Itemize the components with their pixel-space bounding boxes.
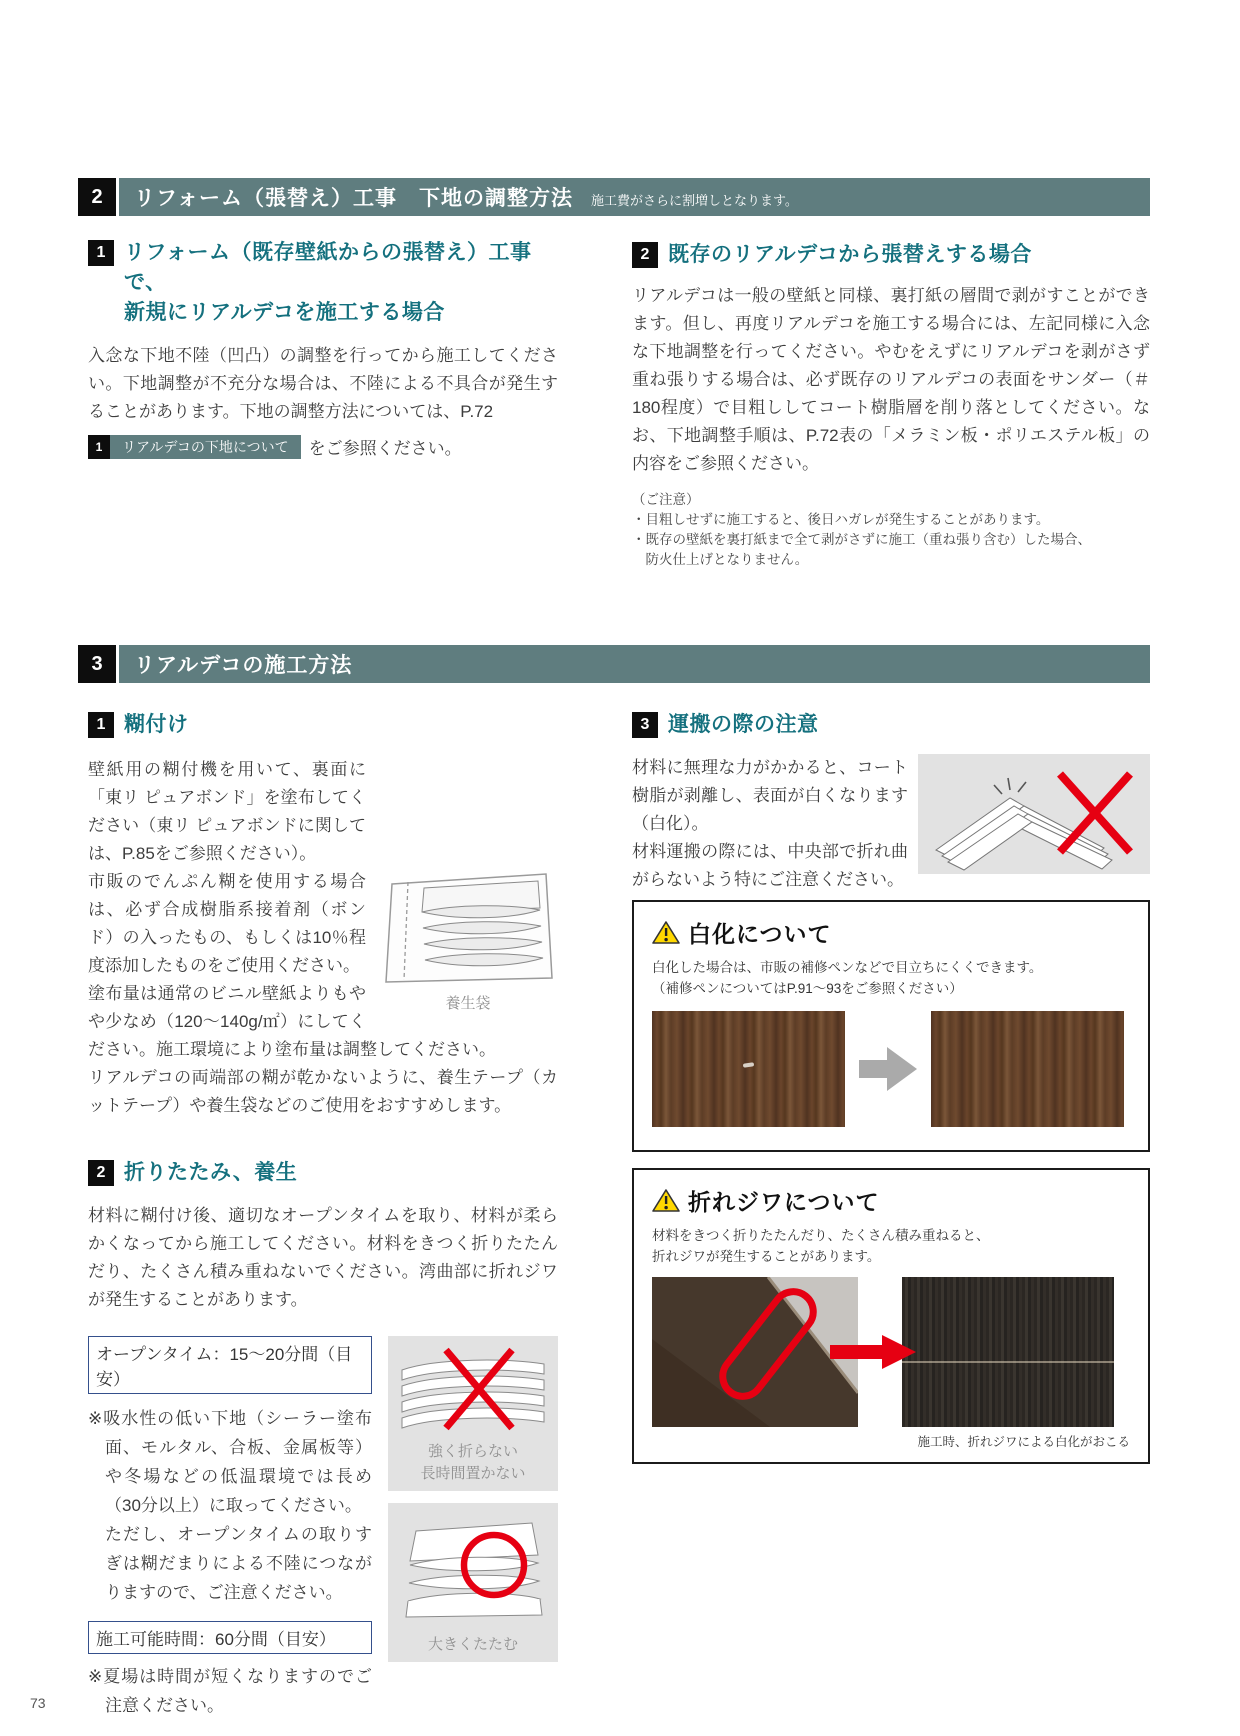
reform-new-title-line2: 新規にリアルデコを施工する場合 xyxy=(124,301,445,324)
reform-new-number: 1 xyxy=(88,240,114,266)
crease-caption: 施工時、折れジワによる白化がおこる xyxy=(917,1435,1130,1449)
glue-paragraph-3: 塗布量は通常のビニル壁紙よりもやや少なめ（120～140g/㎡）にしてください。施工環境により塗布量は調整してください。 xyxy=(88,984,496,1059)
crease-title: 折れジワについて xyxy=(688,1189,880,1215)
section-glue xyxy=(88,710,558,1120)
transport-text xyxy=(632,754,908,894)
no-fold-figure xyxy=(388,1336,558,1491)
open-time-box: オープンタイム：15～20分間（目安） xyxy=(88,1336,372,1394)
fold-number: 2 xyxy=(88,1160,114,1186)
fold-text-column xyxy=(88,1336,372,1720)
protection-bag-illustration xyxy=(378,868,558,988)
note-line: ・既存の壁紙を裏打紙まで全て剥がさずに施工（重ね張り含む）した場合、 xyxy=(632,532,1091,547)
tightly-folded-x-illustration xyxy=(394,1344,552,1436)
big-fold-figure xyxy=(388,1503,558,1662)
red-arrow-icon xyxy=(830,1335,916,1369)
glue-body xyxy=(88,756,558,1120)
note-line: 防火仕上げとなりません。 xyxy=(632,552,809,567)
transport-body-2: 材料運搬の際には、中央部で折れ曲がらないよう特にご注意ください。 xyxy=(632,842,908,889)
crease-text xyxy=(652,1225,1130,1267)
fold-title: 折りたたみ、養生 xyxy=(124,1161,298,1184)
fold-note-2: ※夏場は時間が短くなりますのでご注意ください。 xyxy=(88,1667,372,1715)
no-fold-caption-2: 長時間置かない xyxy=(420,1465,526,1482)
section-transport xyxy=(632,710,1150,894)
reform-exist-number: 2 xyxy=(632,242,658,268)
glue-number: 1 xyxy=(88,712,114,738)
glue-paragraph-4: リアルデコの両端部の糊が乾かないように、養生テープ（カットテープ）や養生袋などのご使用をおすすめします。 xyxy=(88,1068,558,1115)
whitening-line-1: 白化した場合は、市販の補修ペンなどで目立ちにくくできます。 xyxy=(652,960,1043,975)
fold-heading xyxy=(88,1158,558,1188)
bent-stack-x-illustration xyxy=(918,754,1150,874)
warning-triangle-icon xyxy=(652,920,680,945)
note-line: ・目粗しせずに施工すると、後日ハガレが発生することがあります。 xyxy=(632,512,1050,527)
fold-detail-row xyxy=(88,1336,558,1720)
reform-new-title xyxy=(124,238,558,328)
reform-new-heading xyxy=(88,238,558,328)
band-install-bar xyxy=(119,645,1150,683)
big-fold-caption: 大きくたたむ xyxy=(427,1636,518,1653)
transport-heading xyxy=(632,710,1150,740)
band-reform-number: 2 xyxy=(78,178,116,216)
reform-exist-heading xyxy=(632,240,1150,270)
whitening-warning-box xyxy=(632,900,1150,1152)
fold-note-1: ※吸水性の低い下地（シーラー塗布面、モルタル、合板、金属板等）や冬場などの低温環境では長め（30分以上）に取ってください。 xyxy=(88,1409,372,1515)
wood-sample-before xyxy=(652,1011,845,1127)
crease-line-1: 材料をきつく折りたたんだり、たくさん積み重ねると、 xyxy=(652,1228,990,1243)
fold-body: 材料に糊付け後、適切なオープンタイムを取り、材料が柔らかくなってから施工してください。材料をきつく折りたたんだり、たくさん積み重ねないでください。湾曲部に折れジワが発生することがあります。 xyxy=(88,1206,558,1309)
reform-new-ref-suffix: をご参照ください。 xyxy=(308,439,462,458)
crease-images-row xyxy=(652,1277,1130,1427)
reform-new-body: 入念な下地不陸（凹凸）の調整を行ってから施工してください。下地調整が不充分な場合は、不陸による不具合が発生することがあります。下地の調整方法については、P.72 xyxy=(88,346,558,421)
no-fold-caption-1: 強く折らない xyxy=(427,1443,518,1460)
transport-body-1: 材料に無理な力がかかると、コート樹脂が剥離し、表面が白くなります（白化）。 xyxy=(632,758,908,833)
whitening-text xyxy=(652,957,1130,999)
work-time-box: 施工可能時間：60分間（目安） xyxy=(88,1621,372,1654)
page-number: 73 xyxy=(30,1695,46,1711)
crease-warning-box xyxy=(632,1168,1150,1464)
fold-figures-column xyxy=(388,1336,558,1720)
section-reform-exist xyxy=(632,240,1150,570)
protection-bag-figure xyxy=(378,868,558,1015)
reform-new-title-line1: リフォーム（既存壁紙からの張替え）工事で、 xyxy=(124,241,532,294)
band-install-title: リアルデコの施工方法 xyxy=(134,654,353,677)
whitening-images-row xyxy=(652,1011,1130,1127)
reform-new-ref-number: 1 xyxy=(88,435,110,459)
bent-stack-figure xyxy=(918,754,1150,874)
transport-row xyxy=(632,754,1150,894)
folded-material-photo xyxy=(652,1277,858,1427)
loosely-folded-ok-illustration xyxy=(394,1513,552,1629)
glue-paragraph-2: 市販のでんぷん糊を使用する場合は、必ず合成樹脂系接着剤（ボンド）の入ったもの、もしくは10％程度添加したものをご使用ください。 xyxy=(88,872,366,975)
transport-title: 運搬の際の注意 xyxy=(668,713,819,736)
warning-triangle-icon xyxy=(652,1188,680,1213)
reform-exist-title: 既存のリアルデコから張替えする場合 xyxy=(668,243,1032,266)
fold-note-1b: ただし、オープンタイムの取りすぎは糊だまりによる不陸につながりますので、ご注意ください。 xyxy=(105,1525,372,1602)
reform-new-ref-chip: リアルデコの下地について xyxy=(110,435,301,459)
crease-heading xyxy=(652,1184,1130,1217)
glue-heading xyxy=(88,710,558,740)
band-reform xyxy=(78,178,1150,216)
band-reform-title: リフォーム（張替え）工事 下地の調整方法 xyxy=(134,187,573,210)
creased-wood-photo xyxy=(902,1277,1114,1427)
band-reform-bar xyxy=(119,178,1150,216)
protection-bag-caption: 養生袋 xyxy=(445,995,491,1012)
reform-exist-notes xyxy=(632,490,1150,570)
band-reform-note: 施工費がさらに割増しとなります。 xyxy=(590,192,798,208)
gray-right-arrow-icon xyxy=(859,1047,917,1091)
whitening-line-2: （補修ペンについてはP.91～93をご参照ください） xyxy=(652,981,963,996)
glue-title: 糊付け xyxy=(124,713,189,736)
crease-line-2: 折れジワが発生することがあります。 xyxy=(652,1249,881,1264)
reform-exist-body: リアルデコは一般の壁紙と同様、裏打紙の層間で剥がすことができます。但し、再度リアルデコを施工する場合には、左記同様に入念な下地調整を行ってください。やむをえずにリアルデコを剥がさず重ね張りする場合は、必ず既存のリアルデコの表面をサンダー（＃180程度）で目粗ししてコート樹脂層を削り落としてください。なお、下地調整手順は、P.72表の「メラミン板・ポリエステル板」の内容をご参照ください。 xyxy=(632,286,1150,473)
section-fold xyxy=(88,1158,558,1720)
note-title: （ご注意） xyxy=(632,492,700,507)
whitening-heading xyxy=(652,916,1130,949)
section-reform-new xyxy=(88,238,558,459)
transport-number: 3 xyxy=(632,712,658,738)
reform-new-reference xyxy=(88,434,558,459)
glue-paragraph-1: 壁紙用の糊付機を用いて、裏面に「東リ ピュアボンド」を塗布してください（東リ ピュアボンドに関しては、P.85をご参照ください）。 xyxy=(88,760,366,863)
band-install xyxy=(78,645,1150,683)
band-install-number: 3 xyxy=(78,645,116,683)
wood-sample-after xyxy=(931,1011,1124,1127)
whitening-title: 白化について xyxy=(688,921,832,947)
